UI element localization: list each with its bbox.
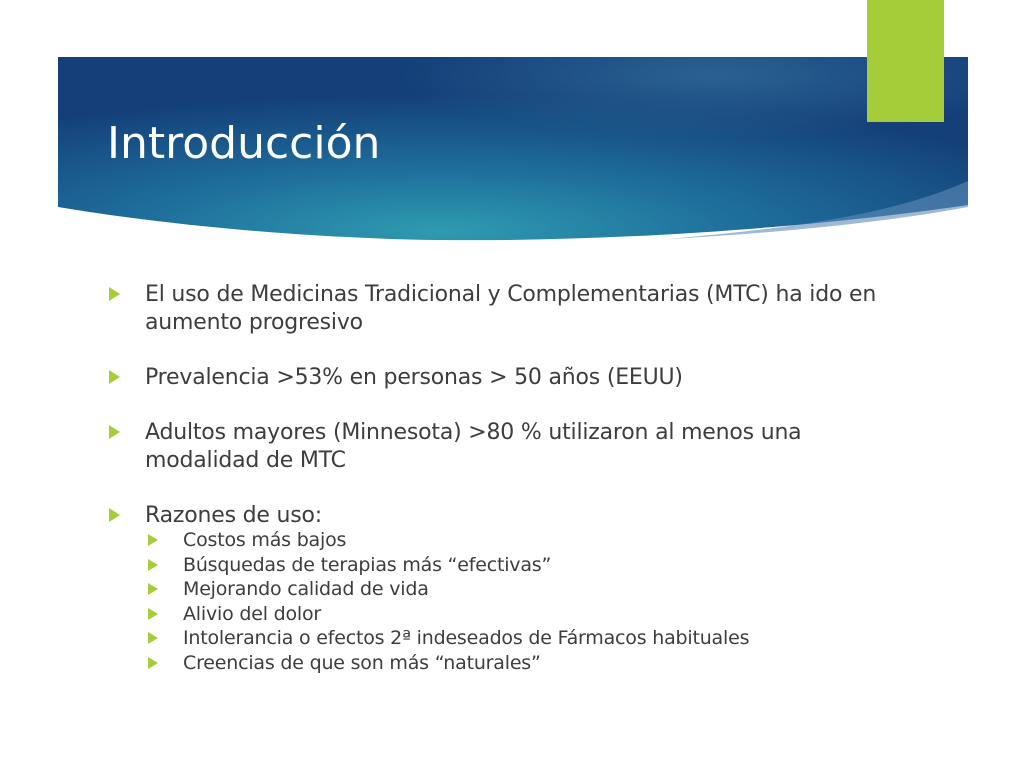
sub-bullet-item <box>145 602 907 627</box>
sub-bullet-text: Mejorando calidad de vida <box>183 578 429 600</box>
triangle-right-icon <box>109 287 120 301</box>
triangle-right-icon <box>148 534 158 546</box>
triangle-right-icon <box>148 632 158 644</box>
triangle-right-icon <box>148 559 158 571</box>
sub-bullet-text: Creencias de que son más “naturales” <box>183 651 541 674</box>
sub-bullet-item <box>145 553 907 578</box>
sub-bullet-list <box>107 528 907 675</box>
triangle-right-icon <box>109 370 120 384</box>
bullet-item <box>107 502 907 530</box>
accent-tab <box>867 0 944 122</box>
sub-bullet-item <box>145 528 907 553</box>
bullet-text: Prevalencia >53% en personas > 50 años (EEUU) <box>145 365 683 390</box>
triangle-right-icon <box>109 508 120 522</box>
sub-bullet-text: Alivio del dolor <box>183 602 322 625</box>
slide-content <box>107 281 907 675</box>
triangle-right-icon <box>148 657 158 669</box>
sub-bullet-text: Costos más bajos <box>183 529 347 551</box>
sub-bullet-item <box>145 577 907 602</box>
sub-bullet-item <box>145 626 907 651</box>
triangle-right-icon <box>148 583 158 595</box>
sub-bullet-text: Intolerancia o efectos 2ª indeseados de Fármacos habituales <box>183 627 750 649</box>
triangle-right-icon <box>148 608 158 620</box>
triangle-right-icon <box>109 425 120 439</box>
slide-title: Introducción <box>107 118 381 169</box>
bullet-text: Razones de uso: <box>145 503 322 528</box>
bullet-text: Adultos mayores (Minnesota) >80 % utilizaron al menos una modalidad de MTC <box>145 420 802 473</box>
bullet-item <box>107 281 907 337</box>
bullet-text: El uso de Medicinas Tradicional y Complementarias (MTC) ha ido en aumento progresivo <box>145 282 877 335</box>
bullet-item <box>107 419 907 475</box>
sub-bullet-text: Búsquedas de terapias más “efectivas” <box>183 553 552 576</box>
sub-bullet-item <box>145 651 907 676</box>
bullet-item <box>107 364 907 392</box>
